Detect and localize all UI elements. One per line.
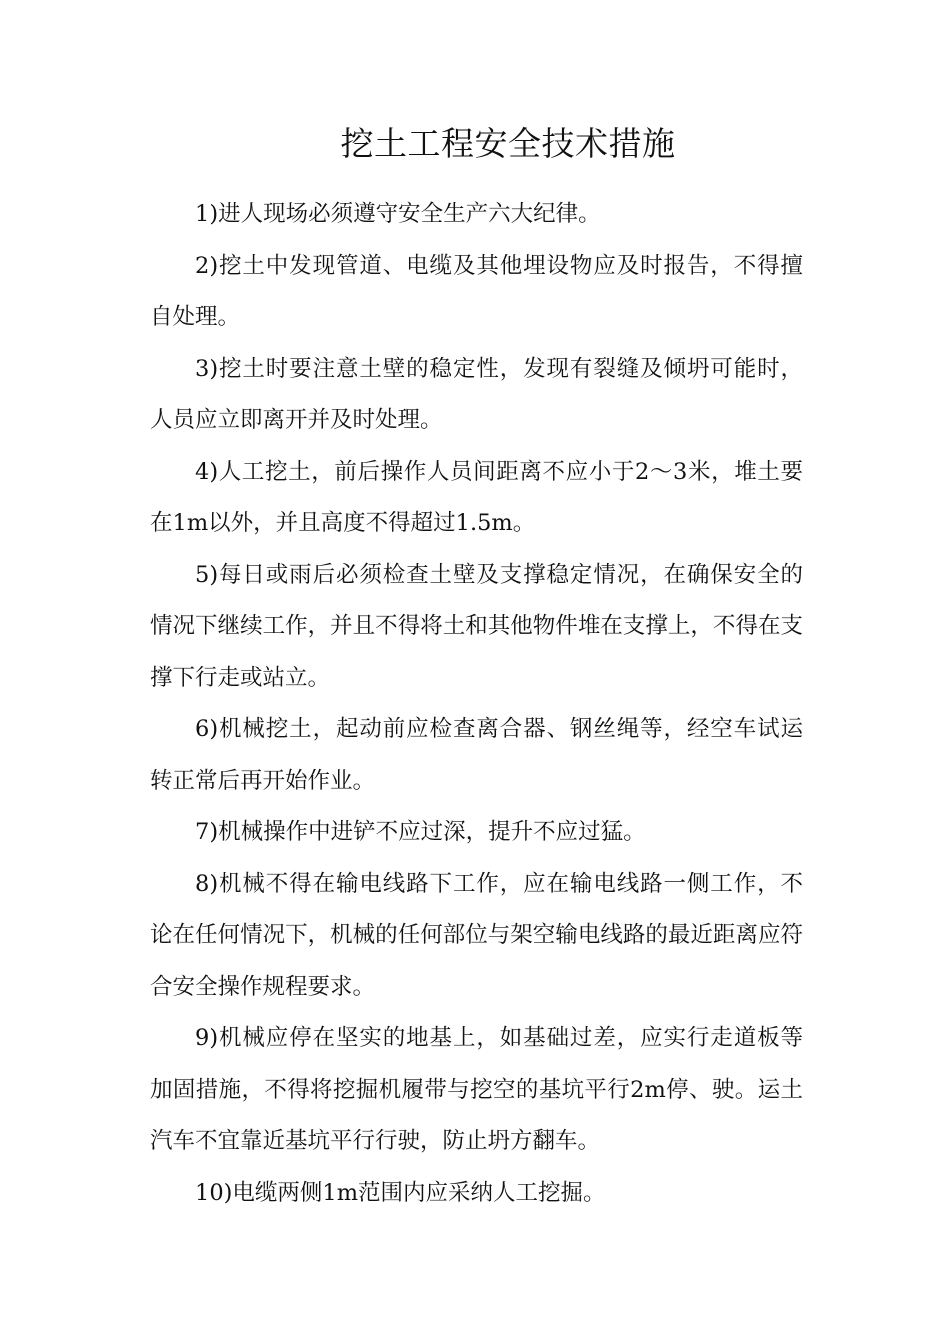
- paragraph-7: 7)机械操作中进铲不应过深，提升不应过猛。: [195, 819, 646, 845]
- paragraph-10: 10)电缆两侧1m范围内应采纳人工挖掘。: [195, 1179, 606, 1206]
- paragraph-9: 9)机械应停在坚实的地基上，如基础过差，应实行走道板等加固措施，不得将挖掘机履带与挖空的基坑平行2m停、驶。运土汽车不宜靠近基坑平行行驶，防止坍方翻车。: [150, 1025, 803, 1154]
- paragraph-1: 1)进人现场必须遵守安全生产六大纪律。: [195, 201, 601, 227]
- document-title: 挖土工程安全技术措施: [340, 124, 676, 163]
- paragraph-6: 6)机械挖土，起动前应检查离合器、钢丝绳等，经空车试运转正常后再开始作业。: [150, 716, 803, 794]
- paragraph-3: 3)挖土时要注意土壁的稳定性，发现有裂缝及倾坍可能时，人员应立即离开并及时处理。: [150, 355, 803, 433]
- paragraph-4: 4)人工挖土，前后操作人员间距离不应小于2～3米，堆土要在1m以外，并且高度不得超过1.5m。: [150, 458, 803, 536]
- paragraph-8: 8)机械不得在输电线路下工作，应在输电线路一侧工作，不论在任何情况下，机械的任何部位与架空输电线路的最近距离应符合安全操作规程要求。: [150, 870, 803, 1000]
- paragraph-5: 5)每日或雨后必须检查土壁及支撑稳定情况，在确保安全的情况下继续工作，并且不得将土和其他物件堆在支撑上，不得在支撑下行走或站立。: [150, 561, 803, 691]
- document-body: [150, 189, 803, 1219]
- paragraph-2: 2)挖土中发现管道、电缆及其他埋设物应及时报告，不得擅自处理。: [150, 252, 803, 330]
